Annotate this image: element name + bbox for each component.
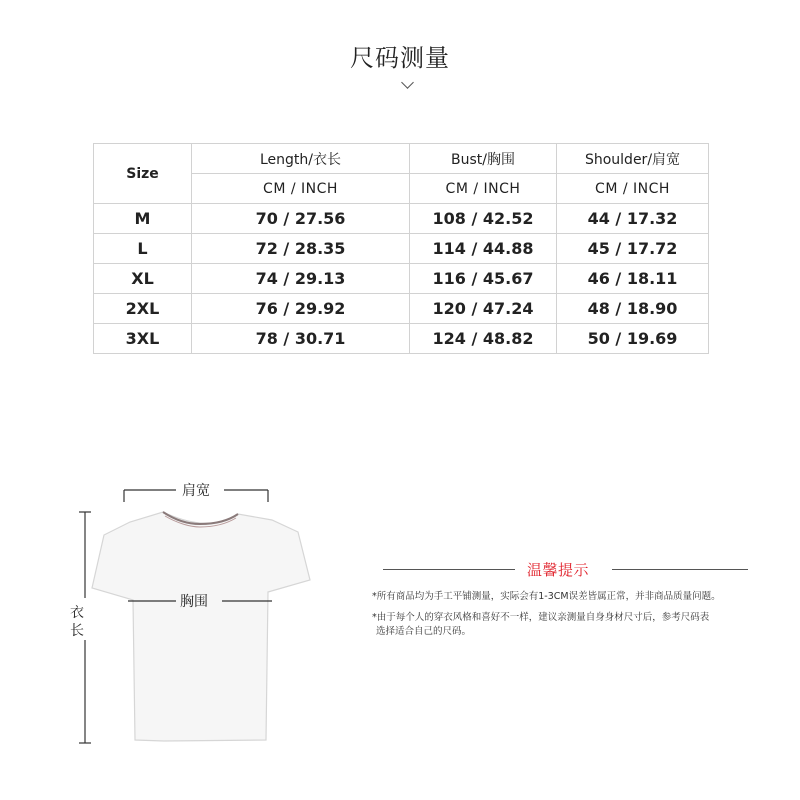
length-cell: 74 / 29.13 <box>192 264 410 294</box>
length-cell: 72 / 28.35 <box>192 234 410 264</box>
shoulder-cell: 50 / 19.69 <box>557 324 709 354</box>
tip-line-3: 选择适合自己的尺码。 <box>376 626 472 637</box>
size-cell: L <box>94 234 192 264</box>
page-title: 尺码测量 <box>350 44 450 72</box>
tips-title: 温馨提示 <box>527 561 590 579</box>
size-cell: 2XL <box>94 294 192 324</box>
bust-cell: 114 / 44.88 <box>410 234 557 264</box>
bust-unit: CM / INCH <box>410 174 557 204</box>
shoulder-cell: 46 / 18.11 <box>557 264 709 294</box>
tips-divider-right <box>612 569 748 570</box>
bust-cell: 108 / 42.52 <box>410 204 557 234</box>
length-label-bottom: 长 <box>70 623 84 639</box>
length-cell: 78 / 30.71 <box>192 324 410 354</box>
length-cell: 70 / 27.56 <box>192 204 410 234</box>
tshirt-icon <box>92 512 310 741</box>
shoulder-cell: 48 / 18.90 <box>557 294 709 324</box>
size-column-header: Size <box>94 144 192 204</box>
shoulder-column-header: Shoulder/肩宽 <box>557 144 709 174</box>
shoulder-label: 肩宽 <box>182 483 210 499</box>
length-column-header: Length/衣长 <box>192 144 410 174</box>
bust-cell: 124 / 48.82 <box>410 324 557 354</box>
length-cell: 76 / 29.92 <box>192 294 410 324</box>
size-cell: M <box>94 204 192 234</box>
shoulder-unit: CM / INCH <box>557 174 709 204</box>
length-unit: CM / INCH <box>192 174 410 204</box>
size-cell: XL <box>94 264 192 294</box>
bust-column-header: Bust/胸围 <box>410 144 557 174</box>
tip-line-2: *由于每个人的穿衣风格和喜好不一样，建议亲测量自身身材尺寸后，参考尺码表 <box>372 612 710 623</box>
bust-cell: 116 / 45.67 <box>410 264 557 294</box>
tip-line-1: *所有商品均为手工平铺测量，实际会有1-3CM误差皆属正常，并非商品质量问题。 <box>372 591 721 602</box>
tips-divider-left <box>383 569 515 570</box>
bust-label: 胸围 <box>180 594 208 610</box>
length-label-top: 衣 <box>70 605 84 621</box>
bust-cell: 120 / 47.24 <box>410 294 557 324</box>
size-cell: 3XL <box>94 324 192 354</box>
shoulder-cell: 45 / 17.72 <box>557 234 709 264</box>
shoulder-cell: 44 / 17.32 <box>557 204 709 234</box>
